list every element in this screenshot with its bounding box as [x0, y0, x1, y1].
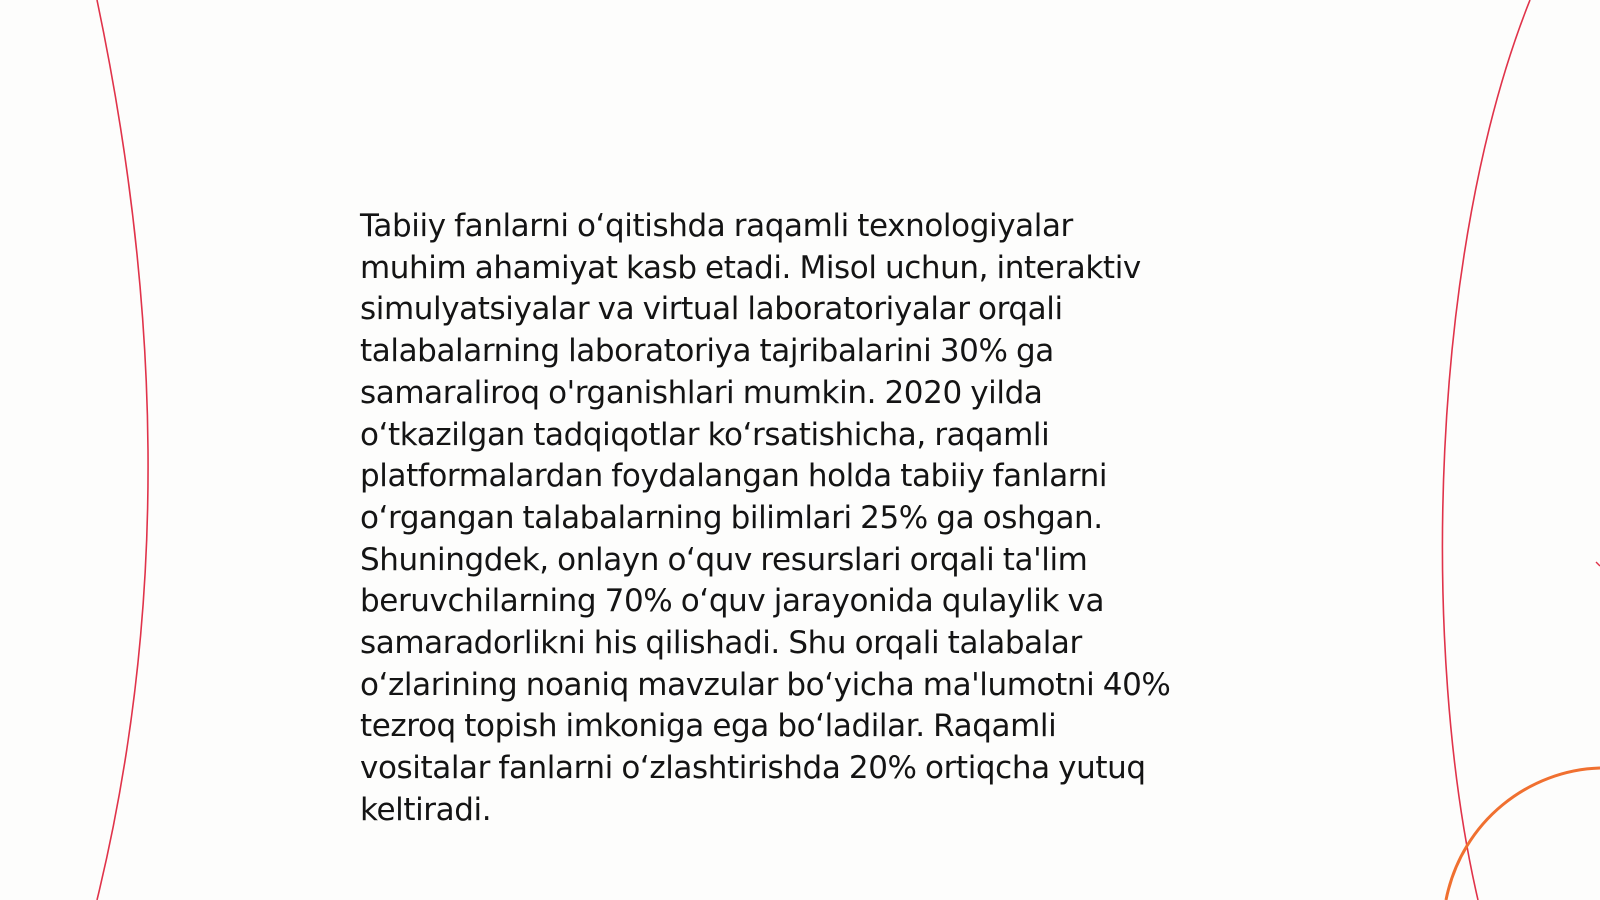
text-line: o‘tkazilgan tadqiqotlar ko‘rsatishicha, raqamli: [360, 416, 1050, 453]
text-line: muhim ahamiyat kasb etadi. Misol uchun, interaktiv: [360, 249, 1141, 286]
left-curve-line: [97, 0, 148, 900]
orange-accent-arc: [1446, 768, 1600, 900]
small-tick-mark: [1596, 562, 1600, 566]
right-curve-line: [1442, 0, 1530, 900]
text-line: Shuningdek, onlayn o‘quv resurslari orqali ta'lim: [360, 541, 1088, 578]
text-line: vositalar fanlarni o‘zlashtirishda 20% ortiqcha yutuq: [360, 750, 1146, 787]
text-line: samaradorlikni his qilishadi. Shu orqali talabalar: [360, 625, 1082, 662]
text-line: platformalardan foydalangan holda tabiiy fanlarni: [360, 458, 1108, 495]
text-line: o‘zlarining noaniq mavzular bo‘yicha ma'lumotni 40%: [360, 666, 1171, 703]
text-line: keltiradi.: [360, 791, 492, 828]
text-line: Tabiiy fanlarni o‘qitishda raqamli texnologiyalar: [360, 208, 1073, 244]
text-line: o‘rgangan talabalarning bilimlari 25% ga oshgan.: [360, 499, 1103, 536]
text-line: samaraliroq o'rganishlari mumkin. 2020 yilda: [360, 374, 1043, 411]
text-line: beruvchilarning 70% o‘quv jarayonida qulaylik va: [360, 583, 1105, 620]
text-line: talabalarning laboratoriya tajribalarini 30% ga: [360, 333, 1054, 370]
text-line: simulyatsiyalar va virtual laboratoriyalar orqali: [360, 291, 1063, 328]
text-line: tezroq topish imkoniga ega bo‘ladilar. Raqamli: [360, 708, 1057, 745]
slide-body-text: [360, 206, 1240, 832]
